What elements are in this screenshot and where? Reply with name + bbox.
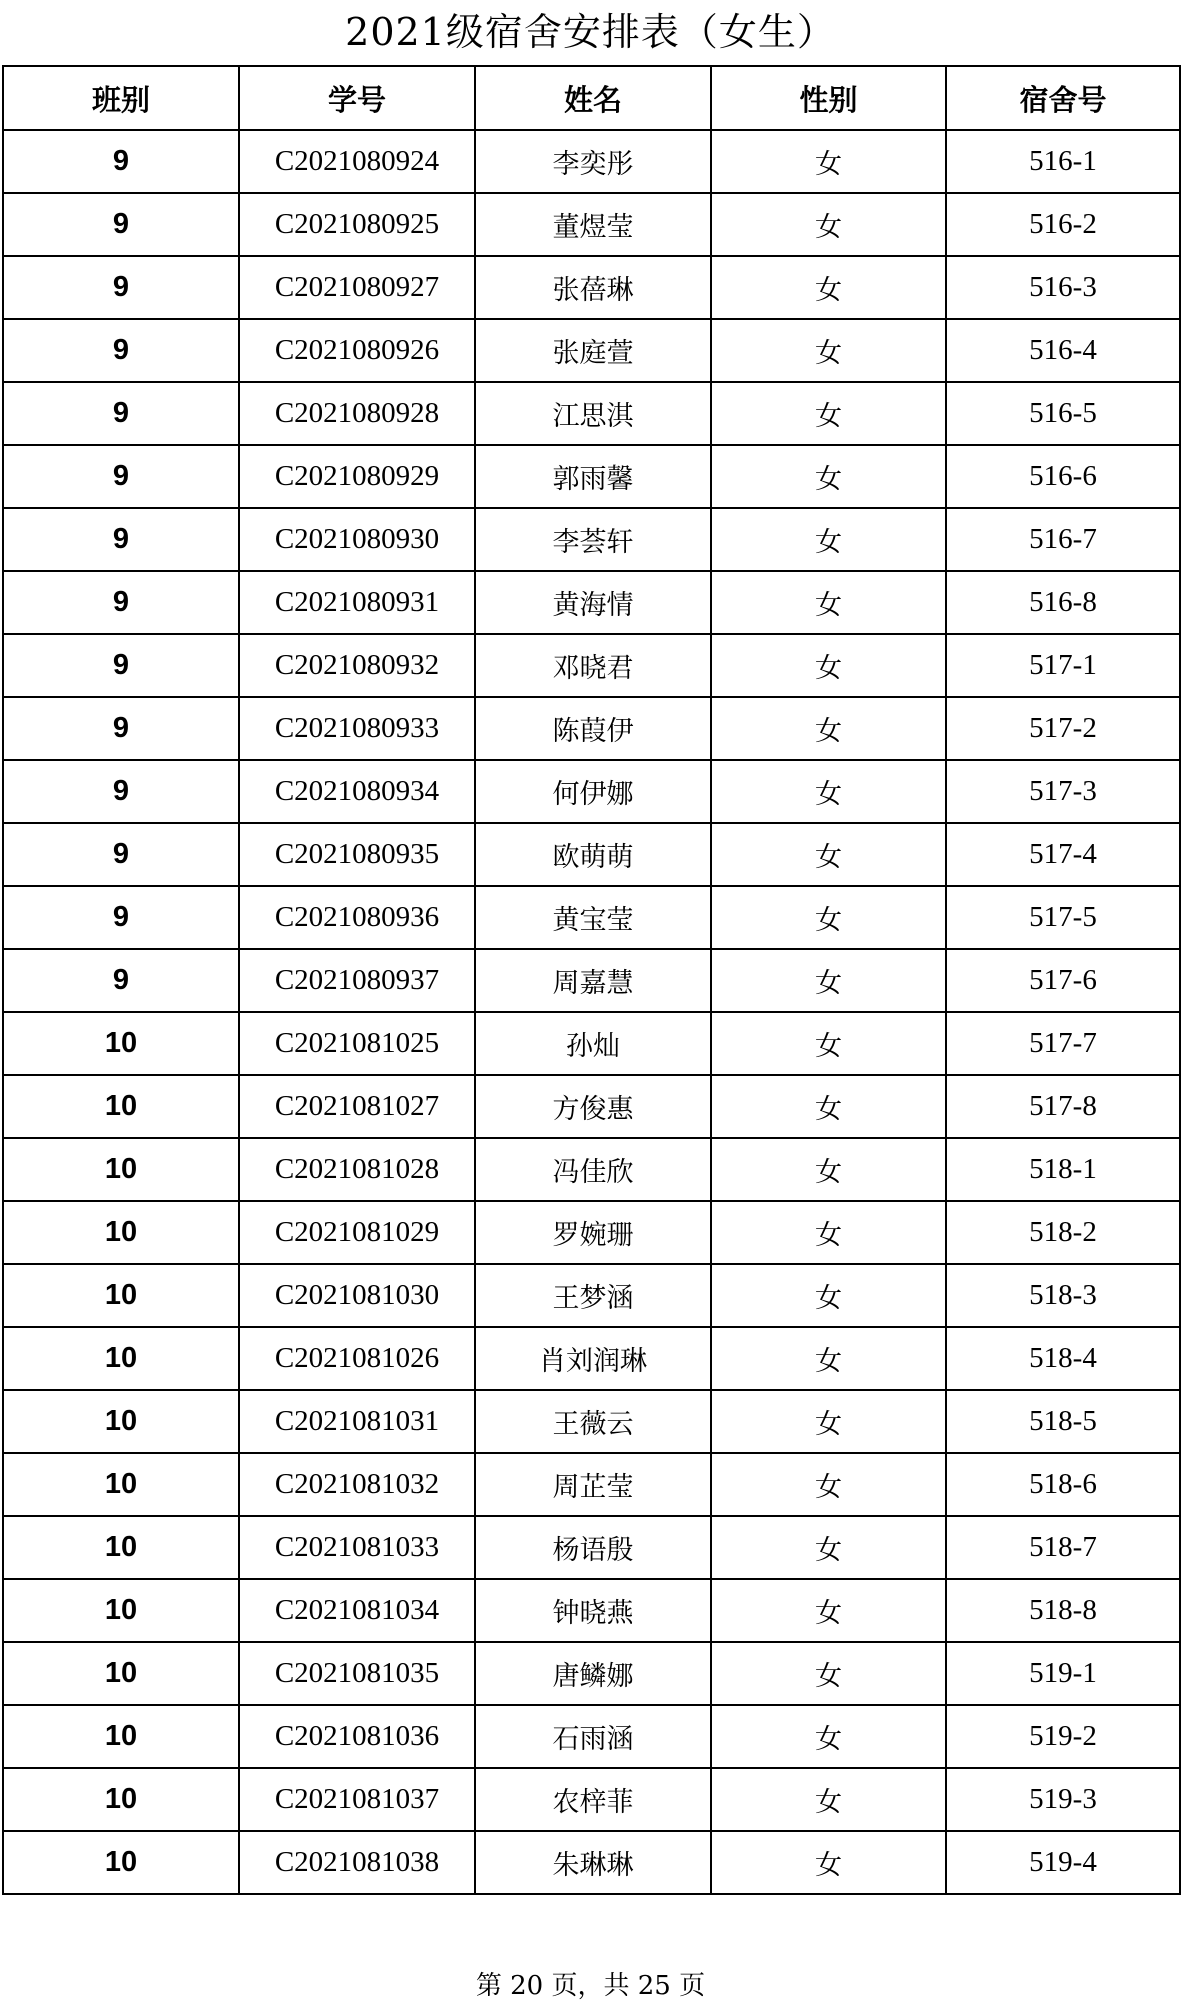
cell-student-id: C2021080928 <box>239 382 475 445</box>
cell-name: 王薇云 <box>475 1390 711 1453</box>
table-row <box>3 1516 1180 1579</box>
table-row <box>3 1075 1180 1138</box>
cell-class: 10 <box>3 1264 239 1327</box>
cell-name: 李荟轩 <box>475 508 711 571</box>
cell-dorm-number: 516-8 <box>946 571 1180 634</box>
cell-gender: 女 <box>711 1264 946 1327</box>
cell-student-id: C2021081038 <box>239 1831 475 1894</box>
table-row <box>3 130 1180 193</box>
cell-dorm-number: 516-5 <box>946 382 1180 445</box>
cell-class: 9 <box>3 571 239 634</box>
table-row <box>3 823 1180 886</box>
cell-gender: 女 <box>711 1075 946 1138</box>
table-row <box>3 1201 1180 1264</box>
cell-name: 郭雨馨 <box>475 445 711 508</box>
header-row <box>3 66 1180 130</box>
cell-name: 邓晓君 <box>475 634 711 697</box>
cell-gender: 女 <box>711 256 946 319</box>
table-row <box>3 382 1180 445</box>
table-row <box>3 886 1180 949</box>
cell-dorm-number: 518-1 <box>946 1138 1180 1201</box>
cell-dorm-number: 517-5 <box>946 886 1180 949</box>
cell-dorm-number: 517-6 <box>946 949 1180 1012</box>
cell-student-id: C2021081036 <box>239 1705 475 1768</box>
cell-name: 唐鳞娜 <box>475 1642 711 1705</box>
table-row <box>3 193 1180 256</box>
cell-gender: 女 <box>711 1390 946 1453</box>
cell-student-id: C2021080935 <box>239 823 475 886</box>
cell-gender: 女 <box>711 1453 946 1516</box>
cell-student-id: C2021080926 <box>239 319 475 382</box>
header-class: 班别 <box>3 66 239 130</box>
cell-class: 9 <box>3 319 239 382</box>
cell-name: 何伊娜 <box>475 760 711 823</box>
table-row <box>3 1138 1180 1201</box>
table-row <box>3 256 1180 319</box>
cell-student-id: C2021080930 <box>239 508 475 571</box>
cell-class: 9 <box>3 886 239 949</box>
header-gender: 性别 <box>711 66 946 130</box>
cell-class: 10 <box>3 1138 239 1201</box>
table-row <box>3 1768 1180 1831</box>
cell-dorm-number: 519-3 <box>946 1768 1180 1831</box>
cell-student-id: C2021080934 <box>239 760 475 823</box>
cell-class: 10 <box>3 1579 239 1642</box>
cell-gender: 女 <box>711 760 946 823</box>
cell-name: 江思淇 <box>475 382 711 445</box>
cell-class: 9 <box>3 697 239 760</box>
cell-dorm-number: 516-1 <box>946 130 1180 193</box>
cell-class: 10 <box>3 1642 239 1705</box>
cell-gender: 女 <box>711 634 946 697</box>
cell-gender: 女 <box>711 193 946 256</box>
cell-student-id: C2021080933 <box>239 697 475 760</box>
cell-name: 欧萌萌 <box>475 823 711 886</box>
cell-name: 朱琳琳 <box>475 1831 711 1894</box>
cell-gender: 女 <box>711 571 946 634</box>
cell-dorm-number: 517-3 <box>946 760 1180 823</box>
cell-class: 9 <box>3 760 239 823</box>
table-row <box>3 508 1180 571</box>
cell-dorm-number: 518-7 <box>946 1516 1180 1579</box>
header-student-id: 学号 <box>239 66 475 130</box>
cell-dorm-number: 519-4 <box>946 1831 1180 1894</box>
cell-class: 9 <box>3 193 239 256</box>
cell-name: 黄海情 <box>475 571 711 634</box>
cell-dorm-number: 518-5 <box>946 1390 1180 1453</box>
cell-gender: 女 <box>711 1642 946 1705</box>
cell-dorm-number: 516-6 <box>946 445 1180 508</box>
table-row <box>3 319 1180 382</box>
cell-student-id: C2021081035 <box>239 1642 475 1705</box>
cell-student-id: C2021081034 <box>239 1579 475 1642</box>
cell-name: 孙灿 <box>475 1012 711 1075</box>
cell-class: 10 <box>3 1012 239 1075</box>
cell-name: 罗婉珊 <box>475 1201 711 1264</box>
cell-class: 10 <box>3 1831 239 1894</box>
table-row <box>3 1264 1180 1327</box>
cell-class: 9 <box>3 634 239 697</box>
header-name: 姓名 <box>475 66 711 130</box>
cell-dorm-number: 517-2 <box>946 697 1180 760</box>
table-row <box>3 949 1180 1012</box>
cell-class: 9 <box>3 445 239 508</box>
cell-class: 10 <box>3 1327 239 1390</box>
header-dorm-number: 宿舍号 <box>946 66 1180 130</box>
cell-student-id: C2021081032 <box>239 1453 475 1516</box>
cell-student-id: C2021080937 <box>239 949 475 1012</box>
table-row <box>3 1705 1180 1768</box>
cell-class: 10 <box>3 1390 239 1453</box>
cell-dorm-number: 517-1 <box>946 634 1180 697</box>
cell-name: 王梦涵 <box>475 1264 711 1327</box>
cell-dorm-number: 516-3 <box>946 256 1180 319</box>
cell-name: 钟晓燕 <box>475 1579 711 1642</box>
cell-student-id: C2021080924 <box>239 130 475 193</box>
cell-dorm-number: 516-2 <box>946 193 1180 256</box>
cell-gender: 女 <box>711 1768 946 1831</box>
cell-name: 石雨涵 <box>475 1705 711 1768</box>
table-row <box>3 1642 1180 1705</box>
cell-student-id: C2021080932 <box>239 634 475 697</box>
cell-gender: 女 <box>711 697 946 760</box>
cell-student-id: C2021081029 <box>239 1201 475 1264</box>
table-row <box>3 1327 1180 1390</box>
table-row <box>3 760 1180 823</box>
cell-name: 陈葭伊 <box>475 697 711 760</box>
cell-gender: 女 <box>711 886 946 949</box>
cell-name: 黄宝莹 <box>475 886 711 949</box>
cell-dorm-number: 519-1 <box>946 1642 1180 1705</box>
cell-gender: 女 <box>711 382 946 445</box>
cell-dorm-number: 517-7 <box>946 1012 1180 1075</box>
cell-gender: 女 <box>711 949 946 1012</box>
cell-name: 董煜莹 <box>475 193 711 256</box>
cell-class: 9 <box>3 823 239 886</box>
cell-student-id: C2021080929 <box>239 445 475 508</box>
cell-student-id: C2021081033 <box>239 1516 475 1579</box>
cell-gender: 女 <box>711 1138 946 1201</box>
cell-class: 10 <box>3 1516 239 1579</box>
cell-name: 农梓菲 <box>475 1768 711 1831</box>
cell-dorm-number: 518-4 <box>946 1327 1180 1390</box>
cell-dorm-number: 516-4 <box>946 319 1180 382</box>
cell-class: 10 <box>3 1453 239 1516</box>
cell-class: 9 <box>3 382 239 445</box>
cell-name: 杨语殷 <box>475 1516 711 1579</box>
cell-class: 9 <box>3 256 239 319</box>
cell-name: 张蓓琳 <box>475 256 711 319</box>
cell-class: 10 <box>3 1201 239 1264</box>
table-row <box>3 1453 1180 1516</box>
table-row <box>3 697 1180 760</box>
dormitory-table <box>2 65 1181 1895</box>
cell-dorm-number: 518-8 <box>946 1579 1180 1642</box>
table-row <box>3 1390 1180 1453</box>
cell-class: 9 <box>3 130 239 193</box>
table-row <box>3 1831 1180 1894</box>
cell-class: 10 <box>3 1075 239 1138</box>
cell-gender: 女 <box>711 445 946 508</box>
cell-name: 周嘉慧 <box>475 949 711 1012</box>
cell-dorm-number: 518-2 <box>946 1201 1180 1264</box>
cell-dorm-number: 518-3 <box>946 1264 1180 1327</box>
cell-dorm-number: 518-6 <box>946 1453 1180 1516</box>
table-row <box>3 1579 1180 1642</box>
cell-name: 肖刘润琳 <box>475 1327 711 1390</box>
cell-gender: 女 <box>711 130 946 193</box>
cell-student-id: C2021081031 <box>239 1390 475 1453</box>
page-footer: 第 20 页，共 25 页 <box>475 1971 706 2001</box>
cell-class: 10 <box>3 1768 239 1831</box>
page-title: 2021级宿舍安排表（女生） <box>345 10 836 54</box>
cell-student-id: C2021081030 <box>239 1264 475 1327</box>
cell-dorm-number: 517-4 <box>946 823 1180 886</box>
cell-student-id: C2021081028 <box>239 1138 475 1201</box>
cell-class: 10 <box>3 1705 239 1768</box>
cell-student-id: C2021080927 <box>239 256 475 319</box>
cell-gender: 女 <box>711 508 946 571</box>
table-row <box>3 634 1180 697</box>
cell-gender: 女 <box>711 1831 946 1894</box>
cell-class: 9 <box>3 949 239 1012</box>
table-row <box>3 1012 1180 1075</box>
cell-gender: 女 <box>711 1579 946 1642</box>
cell-gender: 女 <box>711 1201 946 1264</box>
cell-student-id: C2021080925 <box>239 193 475 256</box>
cell-name: 张庭萱 <box>475 319 711 382</box>
cell-name: 冯佳欣 <box>475 1138 711 1201</box>
cell-gender: 女 <box>711 1012 946 1075</box>
cell-student-id: C2021081025 <box>239 1012 475 1075</box>
cell-student-id: C2021081037 <box>239 1768 475 1831</box>
cell-gender: 女 <box>711 823 946 886</box>
table-row <box>3 445 1180 508</box>
cell-student-id: C2021081026 <box>239 1327 475 1390</box>
cell-dorm-number: 516-7 <box>946 508 1180 571</box>
cell-gender: 女 <box>711 319 946 382</box>
cell-gender: 女 <box>711 1327 946 1390</box>
cell-student-id: C2021080931 <box>239 571 475 634</box>
cell-class: 9 <box>3 508 239 571</box>
cell-name: 李奕彤 <box>475 130 711 193</box>
table-row <box>3 571 1180 634</box>
cell-student-id: C2021080936 <box>239 886 475 949</box>
cell-student-id: C2021081027 <box>239 1075 475 1138</box>
cell-name: 方俊惠 <box>475 1075 711 1138</box>
cell-gender: 女 <box>711 1705 946 1768</box>
cell-gender: 女 <box>711 1516 946 1579</box>
cell-dorm-number: 519-2 <box>946 1705 1180 1768</box>
cell-dorm-number: 517-8 <box>946 1075 1180 1138</box>
cell-name: 周芷莹 <box>475 1453 711 1516</box>
